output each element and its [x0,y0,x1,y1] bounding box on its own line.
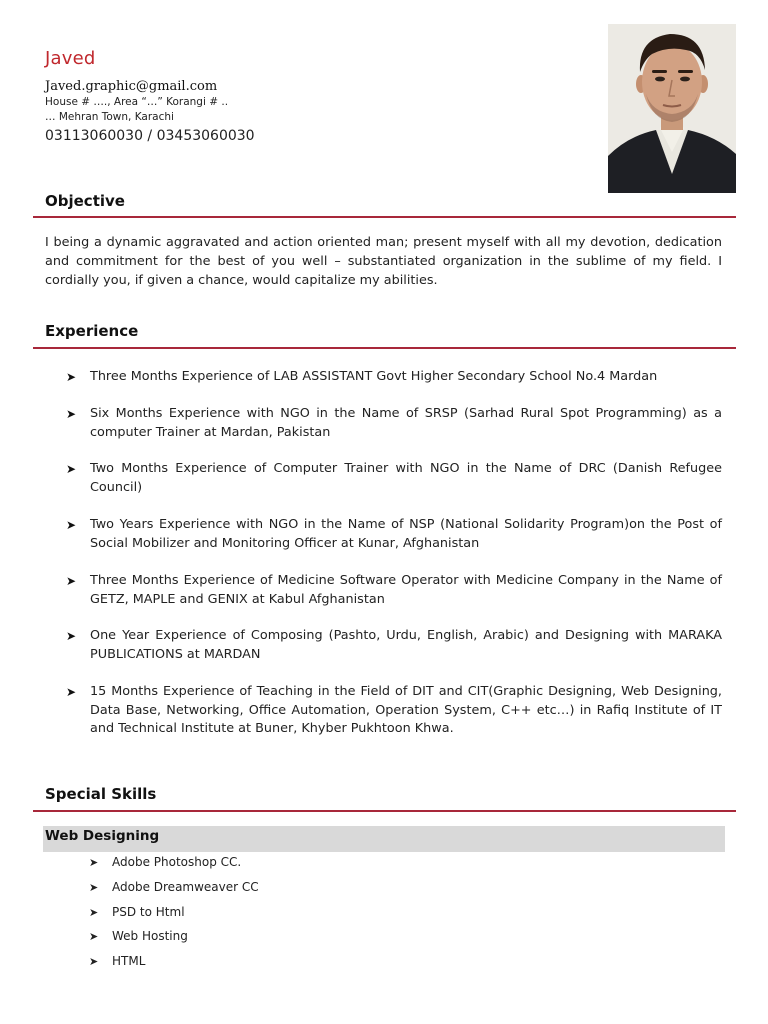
skill-item-text: Adobe Photoshop CC. [112,855,242,869]
bullet-arrow-icon: ➤ [89,930,99,943]
experience-heading: Experience [45,322,139,340]
experience-item-text: One Year Experience of Composing (Pashto, Urdu, English, Arabic) and Designing with MARAKA PUBLICATIONS at MARDAN [90,628,722,662]
experience-item-text: Two Months Experience of Computer Trainer with NGO in the Name of DRC (Danish Refugee Council) [90,461,722,495]
bullet-arrow-icon: ➤ [89,955,99,968]
experience-item [66,627,722,664]
skills-heading: Special Skills [45,785,157,803]
experience-item-text: Two Years Experience with NGO in the Name of NSP (National Solidarity Program)on the Post of Social Mobilizer and Monitoring Officer at Kunar, Afghanistan [90,517,722,551]
bullet-arrow-icon: ➤ [66,685,77,699]
skill-item-text: Adobe Dreamweaver CC [112,880,259,894]
experience-item [66,516,722,553]
bullet-arrow-icon: ➤ [66,518,77,532]
address-line-1: House # …., Area “…” Korangi # .. [45,96,229,108]
profile-photo [608,24,736,193]
skill-item-text: Web Hosting [112,929,188,943]
experience-divider [33,347,736,349]
experience-item [66,572,722,609]
bullet-arrow-icon: ➤ [66,407,77,421]
experience-item [66,368,722,387]
skill-item-text: PSD to Html [112,905,185,919]
bullet-arrow-icon: ➤ [89,906,99,919]
bullet-arrow-icon: ➤ [66,462,77,476]
skill-item [89,879,259,896]
experience-item-text: 15 Months Experience of Teaching in the Field of DIT and CIT(Graphic Designing, Web Designing, Data Base, Networking, Office Automation, Operation System, C++ etc…) in Rafiq Institute of IT and Technical Institute at Buner, Khyber Pukhtoon Khwa. [90,684,722,736]
experience-item [66,683,722,739]
web-designing-subheading: Web Designing [45,828,160,844]
objective-divider [33,216,736,218]
objective-heading: Objective [45,192,125,210]
experience-item [66,460,722,497]
phone-numbers: 03113060030 / 03453060030 [45,128,255,144]
bullet-arrow-icon: ➤ [66,629,77,643]
skills-divider [33,810,736,812]
bullet-arrow-icon: ➤ [89,881,99,894]
skill-item [89,953,145,970]
address-line-2: … Mehran Town, Karachi [45,111,174,123]
objective-text: I being a dynamic aggravated and action oriented man; present myself with all my devotion, dedication and commitment for the best of you well – substantiated organization in the sublime of my field. I cordially you, if given a chance, would capitalize my abilities. [45,235,722,288]
experience-item-text: Three Months Experience of LAB ASSISTANT Govt Higher Secondary School No.4 Mardan [90,369,658,384]
skill-item [89,854,241,871]
skill-item [89,928,188,945]
email-address: Javed.graphic@gmail.com [45,79,218,94]
skill-item [89,904,185,921]
bullet-arrow-icon: ➤ [66,370,77,384]
skill-item-text: HTML [112,954,146,968]
experience-item [66,405,722,442]
experience-item-text: Six Months Experience with NGO in the Name of SRSP (Sarhad Rural Spot Programming) as a computer Trainer at Mardan, Pakistan [90,406,722,440]
experience-item-text: Three Months Experience of Medicine Software Operator with Medicine Company in the Name of GETZ, MAPLE and GENIX at Kabul Afghanistan [90,573,722,607]
bullet-arrow-icon: ➤ [89,856,99,869]
bullet-arrow-icon: ➤ [66,574,77,588]
candidate-name: Javed [45,48,96,69]
